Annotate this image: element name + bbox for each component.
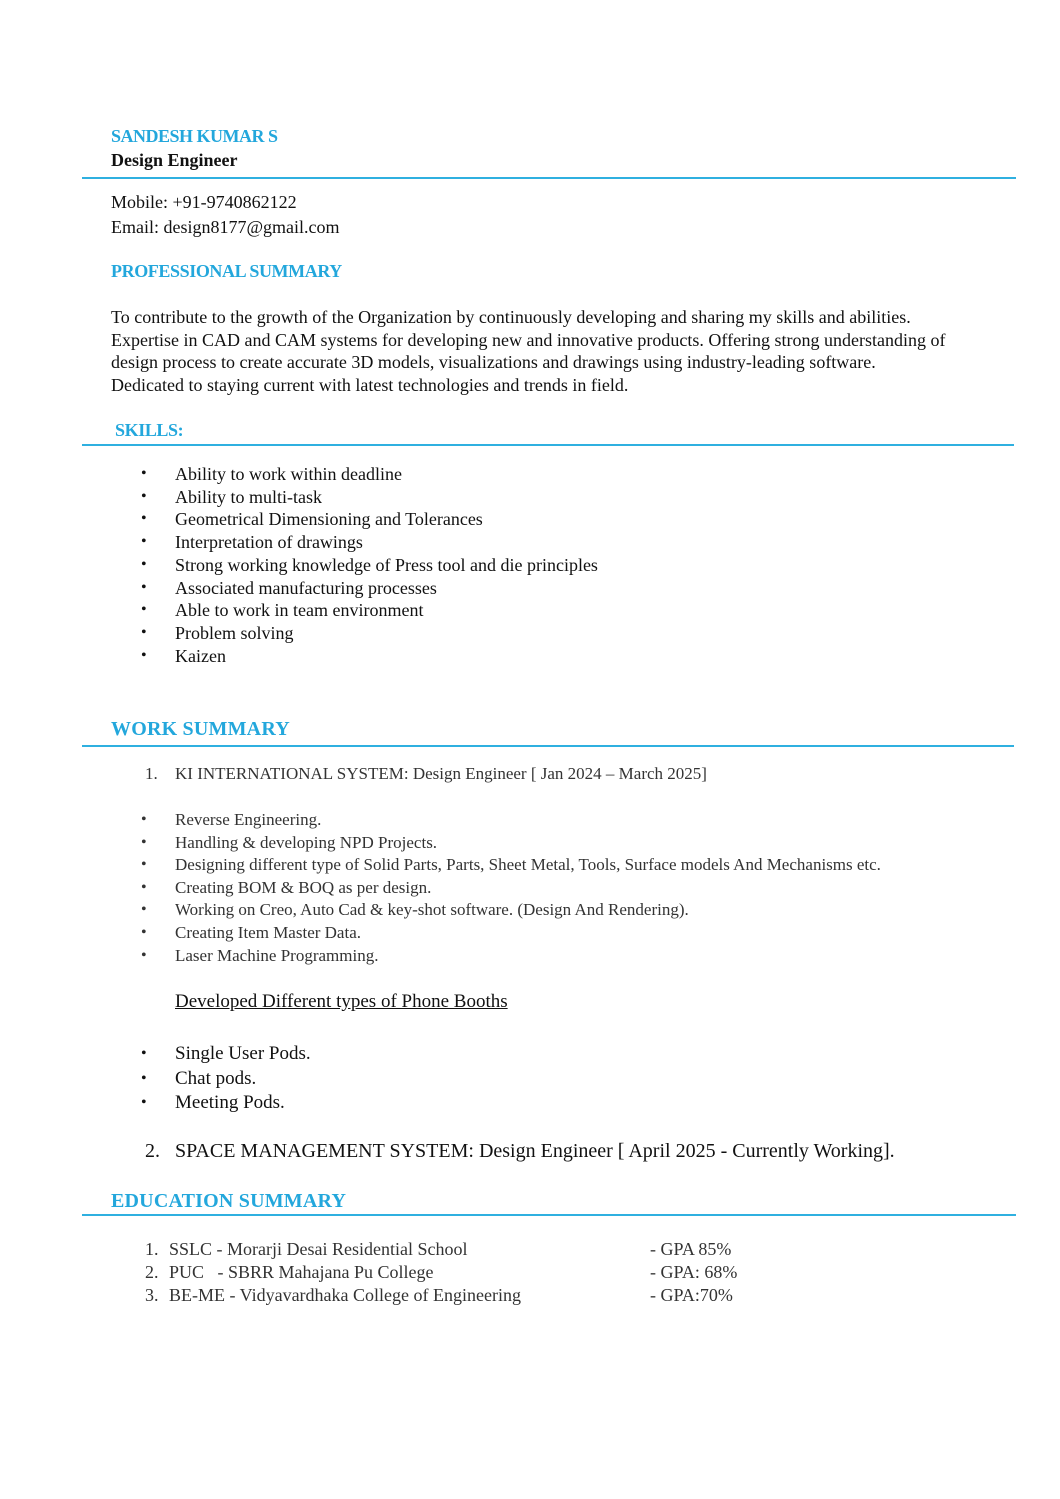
education-row	[145, 1239, 467, 1260]
mobile-number: Mobile: +91-9740862122	[111, 192, 297, 212]
candidate-name: SANDESH KUMAR S	[111, 126, 278, 146]
job-2-text: SPACE MANAGEMENT SYSTEM: Design Engineer [ April 2025 - Currently Working].	[175, 1140, 895, 1162]
summary-line: To contribute to the growth of the Organization by continuously developing and sharing my skills and abilities.	[111, 307, 911, 327]
skills-list	[111, 463, 598, 667]
job-1-text: KI INTERNATIONAL SYSTEM: Design Engineer [ Jan 2024 – March 2025]	[175, 764, 707, 783]
education-divider	[82, 1214, 1016, 1216]
education-number: 3.	[145, 1285, 159, 1305]
professional-summary-title: PROFESSIONAL SUMMARY	[111, 261, 342, 281]
phone-booths-subheading: Developed Different types of Phone Booths	[175, 991, 508, 1012]
list-item: • Able to work in team environment	[111, 599, 598, 622]
education-gpa: - GPA 85%	[650, 1239, 732, 1259]
list-item: • Ability to multi-task	[111, 486, 598, 509]
professional-summary-text	[111, 306, 1031, 396]
job-1-number: 1.	[145, 764, 158, 783]
education-number: 2.	[145, 1262, 159, 1282]
pods-list	[111, 1042, 311, 1116]
list-item: • Kaizen	[111, 645, 598, 668]
list-item: • Designing different type of Solid Parts, Parts, Sheet Metal, Tools, Surface models And Mechanisms etc.	[111, 854, 881, 877]
job-2-number: 2.	[145, 1140, 160, 1162]
list-item: • Problem solving	[111, 622, 598, 645]
summary-line: Dedicated to staying current with latest technologies and trends in field.	[111, 374, 629, 395]
education-row	[145, 1262, 434, 1283]
list-item: • Laser Machine Programming.	[111, 945, 881, 968]
education-gpa: - GPA: 68%	[650, 1262, 738, 1282]
education-summary-title: EDUCATION SUMMARY	[111, 1190, 347, 1212]
list-item: • Strong working knowledge of Press tool and die principles	[111, 554, 598, 577]
summary-line: Expertise in CAD and CAM systems for developing new and innovative products. Offering strong understanding of	[111, 329, 946, 350]
list-item: • Single User Pods.	[111, 1042, 311, 1067]
education-row	[145, 1285, 521, 1306]
work-summary-title: WORK SUMMARY	[111, 718, 290, 740]
work-divider	[82, 745, 1014, 747]
header-divider	[82, 177, 1016, 179]
list-item: • Creating BOM & BOQ as per design.	[111, 877, 881, 900]
skills-title: SKILLS:	[115, 420, 184, 440]
education-institution: BE-ME - Vidyavardhaka College of Engineering	[169, 1285, 521, 1305]
skills-divider	[82, 444, 1014, 446]
list-item: • Ability to work within deadline	[111, 463, 598, 486]
list-item: • Creating Item Master Data.	[111, 922, 881, 945]
education-institution: PUC - SBRR Mahajana Pu College	[169, 1262, 434, 1282]
education-gpa: - GPA:70%	[650, 1285, 733, 1305]
list-item: • Interpretation of drawings	[111, 531, 598, 554]
list-item: • Chat pods.	[111, 1067, 311, 1092]
job-1-heading	[145, 764, 707, 784]
list-item: • Reverse Engineering.	[111, 809, 881, 832]
job-1-duties	[111, 809, 881, 967]
candidate-role: Design Engineer	[111, 150, 238, 170]
summary-line: design process to create accurate 3D models, visualizations and drawings using industry-leading software.	[111, 352, 876, 372]
list-item: • Associated manufacturing processes	[111, 577, 598, 600]
job-2-heading	[145, 1140, 895, 1163]
list-item: • Working on Creo, Auto Cad & key-shot software. (Design And Rendering).	[111, 899, 881, 922]
education-number: 1.	[145, 1239, 159, 1259]
list-item: • Geometrical Dimensioning and Tolerances	[111, 508, 598, 531]
education-institution: SSLC - Morarji Desai Residential School	[169, 1239, 468, 1259]
list-item: • Meeting Pods.	[111, 1091, 311, 1116]
list-item: • Handling & developing NPD Projects.	[111, 832, 881, 855]
email-address: Email: design8177@gmail.com	[111, 217, 340, 237]
